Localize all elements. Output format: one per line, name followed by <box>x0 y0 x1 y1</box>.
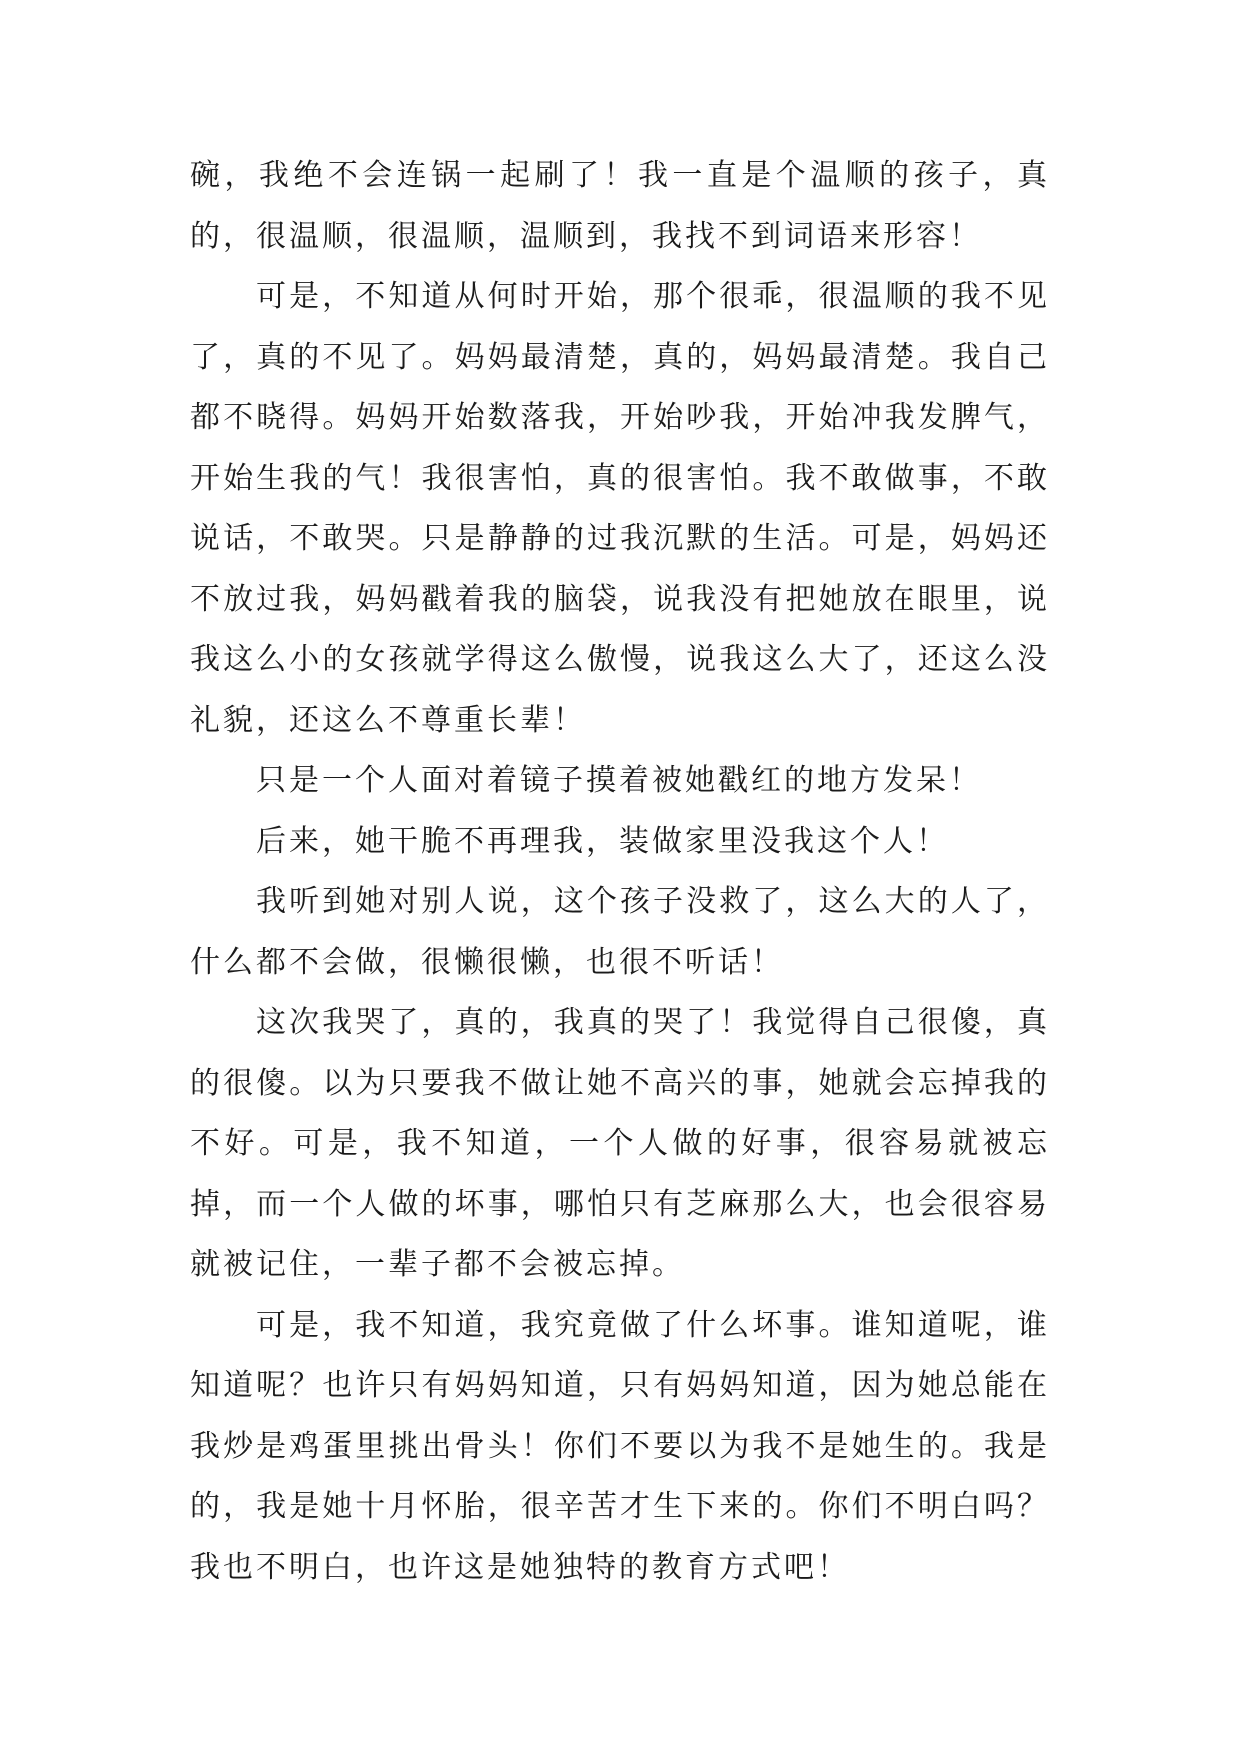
document-body <box>190 146 1050 1598</box>
paragraph: 我听到她对别人说，这个孩子没救了，这么大的人了，什么都不会做，很懒很懒，也很不听话！ <box>190 884 1050 980</box>
paragraph: 碗，我绝不会连锅一起刷了！我一直是个温顺的孩子，真的，很温顺，很温顺，温顺到，我找不到词语来形容！ <box>190 158 1050 254</box>
paragraph: 只是一个人面对着镜子摸着被她戳红的地方发呆！ <box>256 763 982 798</box>
paragraph: 这次我哭了，真的，我真的哭了！我觉得自己很傻，真的很傻。以为只要我不做让她不高兴的事，她就会忘掉我的不好。可是，我不知道，一个人做的好事，很容易就被忘掉，而一个人做的坏事，哪怕只有芝麻那么大，也会很容易就被记住，一辈子都不会被忘掉。 <box>190 1005 1050 1282</box>
paragraph: 可是，我不知道，我究竟做了什么坏事。谁知道呢，谁知道呢？也许只有妈妈知道，只有妈妈知道，因为她总能在我炒是鸡蛋里挑出骨头！你们不要以为我不是她生的。我是的，我是她十月怀胎，很辛苦才生下来的。你们不明白吗？我也不明白，也许这是她独特的教育方式吧！ <box>190 1307 1050 1585</box>
paragraph: 后来，她干脆不再理我，装做家里没我这个人！ <box>256 823 949 859</box>
paragraph: 可是，不知道从何时开始，那个很乖，很温顺的我不见了，真的不见了。妈妈最清楚，真的，妈妈最清楚。我自己都不晓得。妈妈开始数落我，开始吵我，开始冲我发脾气，开始生我的气！我很害怕，真的很害怕。我不敢做事，不敢说话，不敢哭。只是静静的过我沉默的生活。可是，妈妈还不放过我，妈妈戳着我的脑袋，说我没有把她放在眼里，说我这么小的女孩就学得这么傲慢，说我这么大了，还这么没礼貌，还这么不尊重长辈！ <box>190 279 1050 738</box>
